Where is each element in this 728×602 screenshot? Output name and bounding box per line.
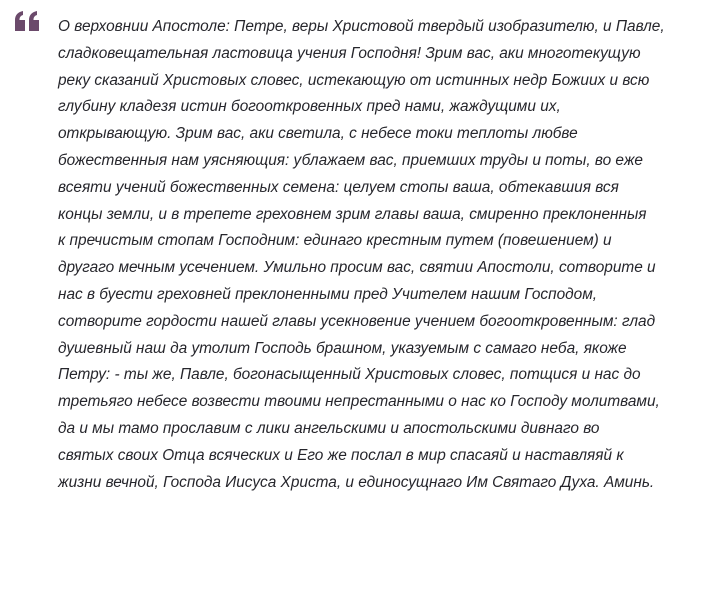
quote-text — [58, 14, 726, 496]
quote-icon — [13, 10, 43, 40]
quote-line: глубину кладезя истин богооткровенных пред нами, жаждущими их, — [58, 98, 561, 116]
quote-line: святых своих Отца всяческих и Его же послал в мир спасаяй и наставляяй к — [58, 446, 624, 464]
quote-line: к пречистым стопам Господним: единаго крестным путем (повешением) и — [58, 232, 612, 250]
quote-line: другаго мечным усечением. Умильно просим вас, святии Апостоли, сотворите и — [58, 259, 656, 277]
quote-line: открывающую. Зрим вас, аки светила, с небесе токи теплоты любве — [58, 125, 578, 143]
quote-line: сотворите гордости нашей главы усекновение учением богооткровенным: глад — [58, 312, 656, 330]
quote-line: нас в буести греховней преклоненными пред Учителем нашим Господом, — [58, 285, 598, 303]
quote-line: жизни вечной, Господа Иисуса Христа, и единосущнаго Им Святаго Духа. Аминь. — [58, 473, 655, 491]
quote-line: концы земли, и в трепете греховнем зрим главы ваша, смиренно преклоненныя — [58, 205, 647, 223]
quote-line: всеяти учений божественных семена: целуем стопы ваша, обтекавшия вся — [58, 178, 619, 196]
quote-line: да и мы тамо прославим с лики ангельскими и апостольскими дивнаго во — [58, 419, 600, 437]
quote-line: Петру: - ты же, Павле, богонасыщенный Христовых словес, потщися и нас до — [58, 366, 641, 384]
quote-line: третьяго небесе возвести твоими непрестанными о нас ко Господу молитвами, — [58, 393, 660, 411]
quote-line: сладковещательная ластовица учения Господня! Зрим вас, аки многотекущую — [58, 44, 641, 62]
quote-line: божественныя нам уясняющия: ублажаем вас, приемших труды и поты, во еже — [58, 151, 643, 169]
quote-line: реку сказаний Христовых словес, истекающую от истинных недр Божиих и всю — [58, 71, 650, 89]
quote-line: О верховнии Апостоле: Петре, веры Христовой твердый изобразителю, и Павле, — [58, 18, 665, 35]
quote-line: душевный наш да утолит Господь брашном, указуемым с самаго неба, якоже — [58, 339, 627, 357]
